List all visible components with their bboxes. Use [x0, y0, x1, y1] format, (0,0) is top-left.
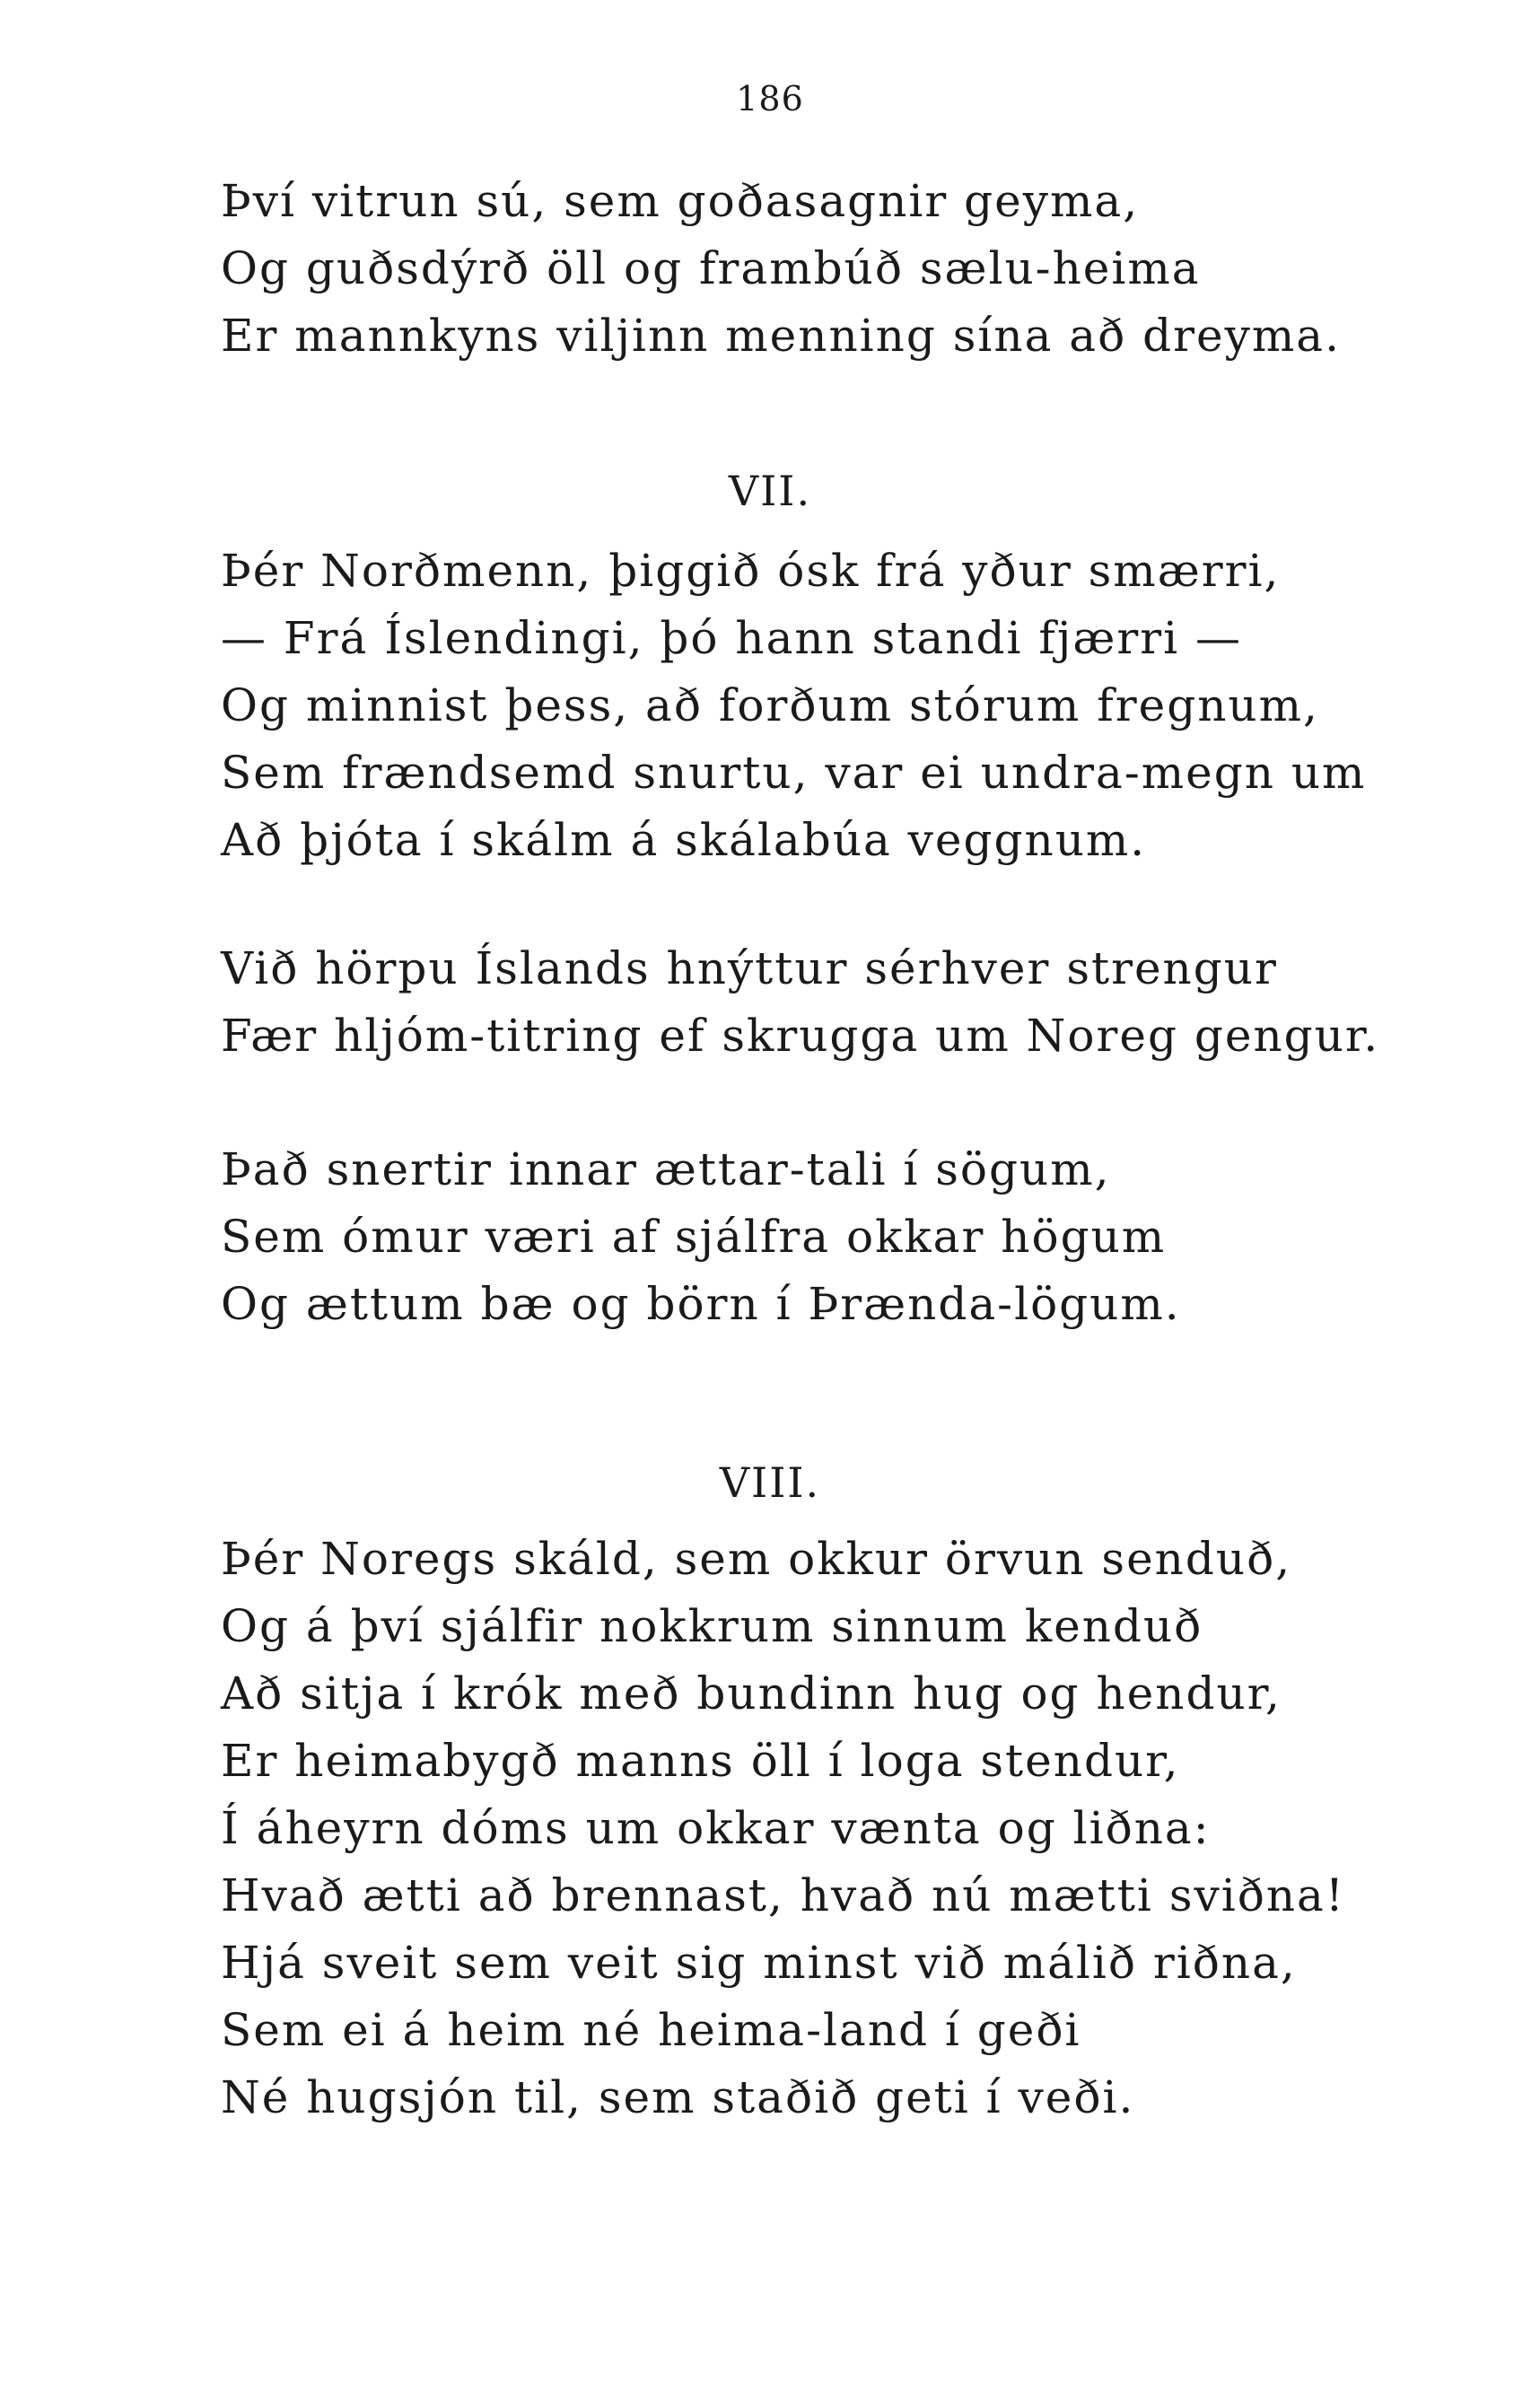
section-heading-vii: VII.	[728, 467, 812, 515]
verse-line: Þér Noregs skáld, sem okkur örvun senduð,	[221, 1533, 1292, 1585]
verse-line: Er heimabygð manns öll í loga stendur,	[221, 1735, 1180, 1787]
verse-line: Við hörpu Íslands hnýttur sérhver strengur	[221, 942, 1278, 994]
page-number: 186	[736, 79, 804, 118]
verse-line: Þér Norðmenn, þiggið ósk frá yður smærri,	[221, 545, 1281, 597]
stanza-vii-2	[221, 935, 1387, 1070]
verse-line: Og á því sjálfir nokkrum sinnum kenduð	[221, 1600, 1203, 1652]
verse-line: Fær hljóm-titring ef skrugga um Noreg gengur.	[221, 1010, 1380, 1062]
verse-line: Að þjóta í skálm á skálabúa veggnum.	[221, 814, 1147, 866]
stanza-1	[221, 168, 1387, 370]
section-heading-viii: VIII.	[719, 1458, 821, 1507]
verse-line: Það snertir innar ættar-tali í sögum,	[221, 1143, 1111, 1195]
verse-line: Er mannkyns viljinn menning sína að dreyma.	[221, 310, 1341, 362]
stanza-vii-1	[221, 538, 1387, 874]
verse-line: Og minnist þess, að forðum stórum fregnum,	[221, 679, 1319, 731]
verse-line: Sem ómur væri af sjálfra okkar högum	[221, 1211, 1167, 1263]
verse-line: Að sitja í krók með bundinn hug og hendur,	[221, 1667, 1282, 1720]
verse-line: — Frá Íslendingi, þó hann standi fjærri —	[221, 612, 1243, 664]
stanza-vii-3	[221, 1136, 1387, 1338]
verse-line: Sem frændsemd snurtu, var ei undra-megn um	[221, 747, 1367, 799]
verse-line: Hvað ætti að brennast, hvað nú mætti sviðna!	[221, 1869, 1345, 1921]
verse-line: Né hugsjón til, sem staðið geti í veði.	[221, 2071, 1135, 2123]
verse-line: Í áheyrn dóms um okkar vænta og liðna:	[221, 1802, 1211, 1854]
stanza-viii-1	[221, 1526, 1387, 2131]
verse-line: Og ættum bæ og börn í Þrænda-lögum.	[221, 1278, 1181, 1330]
verse-line: Því vitrun sú, sem goðasagnir geyma,	[221, 175, 1140, 227]
verse-line: Sem ei á heim né heima-land í geði	[221, 2004, 1081, 2056]
verse-line: Og guðsdýrð öll og frambúð sælu-heima	[221, 242, 1201, 294]
verse-line: Hjá sveit sem veit sig minst við málið riðna,	[221, 1937, 1297, 1989]
